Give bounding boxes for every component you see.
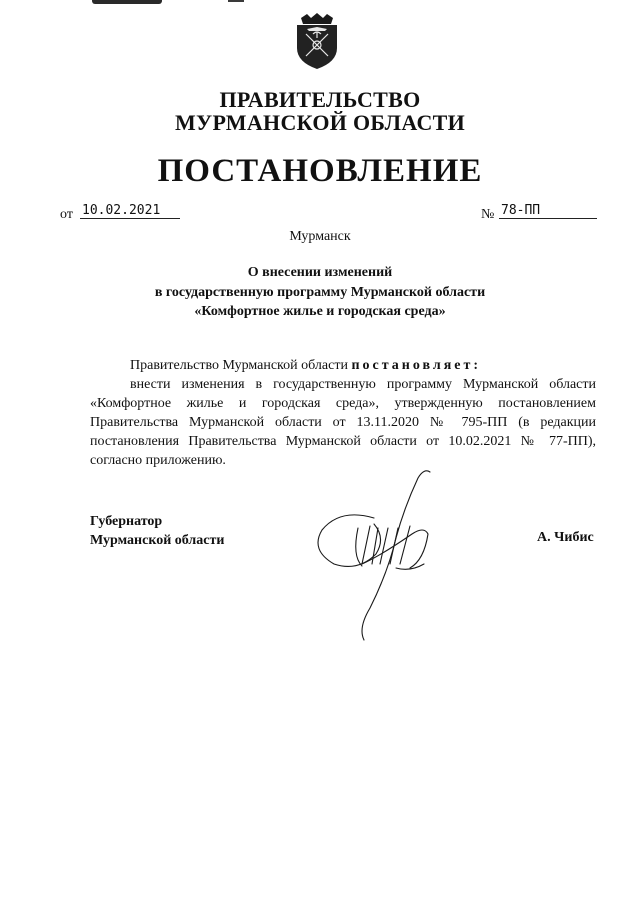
decree-paragraph-text: внести изменения в государственную программу Мурманской области «Комфортное жилье и городская среда», утвержденную постановлением Правительства Мурманской области от 13.11.2020 № 795-ПП (в редакции постановления Правительства Мурманской области от 10.02.2021 № 77-ПП), согласно приложению. [90, 377, 596, 468]
decree-lead-text: Правительство Мурманской области [130, 358, 348, 373]
signer-title-line2: Мурманской области [90, 533, 225, 548]
scan-artifact [92, 0, 162, 4]
government-name-line2: МУРМАНСКОЙ ОБЛАСТИ [174, 110, 466, 135]
decree-paragraph [90, 375, 596, 470]
date-value: 10.02.2021 [80, 203, 180, 219]
date-prefix: от [60, 207, 73, 222]
coat-of-arms-icon [291, 12, 343, 70]
subject-line3: «Комфортное жилье и городская среда» [194, 304, 446, 319]
signer-title [90, 512, 224, 550]
signature-icon [300, 468, 450, 646]
subject-line2: в государственную программу Мурманской области [154, 285, 486, 300]
scan-artifact [228, 0, 244, 2]
signer-name: А. Чибис [537, 530, 594, 545]
document-type-title: ПОСТАНОВЛЕНИЕ [157, 153, 483, 189]
decree-lead [130, 356, 596, 375]
number-value: 78-ПП [499, 203, 597, 219]
number-prefix: № [481, 207, 495, 222]
city-name: Мурманск [289, 229, 351, 244]
decree-lead-verb: постановляет: [351, 358, 482, 373]
subject-line1: О внесении изменений [247, 265, 393, 280]
signer-title-line1: Губернатор [90, 514, 163, 529]
government-name-line1: ПРАВИТЕЛЬСТВО [219, 87, 421, 112]
